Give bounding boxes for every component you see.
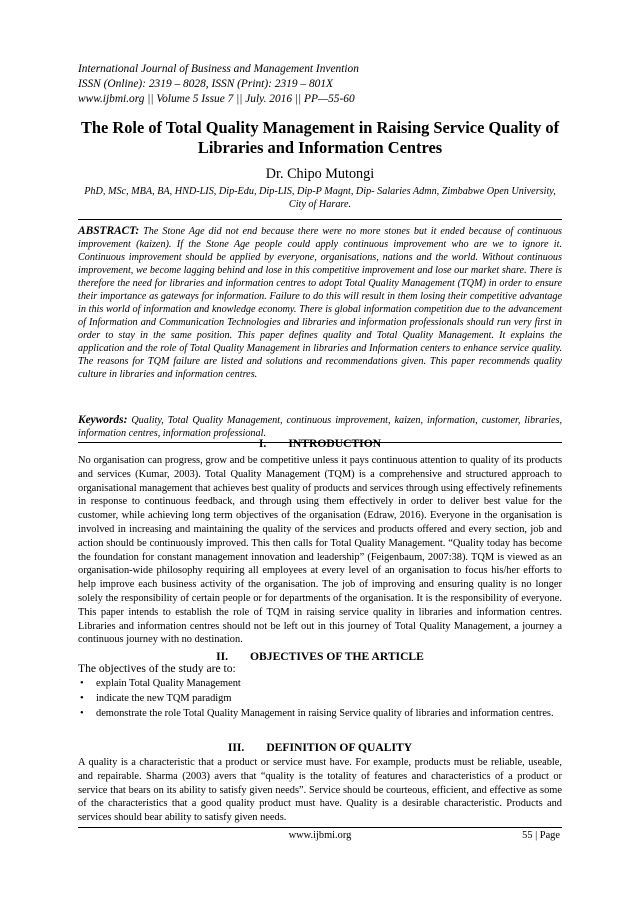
keywords-text: Quality, Total Quality Management, continuous improvement, kaizen, information, customer, libraries, information centres, information professional.: [78, 415, 562, 439]
journal-citation: www.ijbmi.org || Volume 5 Issue 7 || July. 2016 || PP—55-60: [78, 93, 355, 105]
list-item: [78, 707, 562, 721]
author-affiliation: PhD, MSc, MBA, BA, HND-LIS, Dip-Edu, Dip-LIS, Dip-P Magnt, Dip- Salaries Admn, Zimbabwe Open University, City of Harare.: [84, 186, 556, 210]
section-heading-definition: [78, 741, 562, 755]
journal-name: International Journal of Business and Management Invention: [78, 63, 359, 75]
page-number: 55 | Page: [522, 830, 560, 841]
introduction-paragraph: No organisation can progress, grow and be competitive unless it pays continuous attention to quality of its products and services (Kumar, 2003). Total Quality Management (TQM) is a comprehensive and structured approach to organisational management that achieves best quality of products and services through using effectively refinements in response to continuous feedback, and through using them effectively in order to deliver best value for the customer, while achieving long term objectives of the organisation (Edraw, 2016). Everyone in the organisation is involved in increasing and maintaining the quality of the services and products offered and every section, job and action should be continuously improved. This then calls for Total Quality Management. “Quality today has become the foundation for constant management innovation and leadership” (Feigenbaum, 2007:38). TQM is viewed as an organisation-wide philosophy requiring all employees at every level of an organisation to focus his/her efforts to help improve each business activity of the organisation. The job of improving and ensuring quality is no longer solely the responsibility of certain people or for departments of the organisation. It is the responsibility of everyone. This paper intends to establish the role of TQM in raising service quality in libraries and information centres. Libraries and information centres should not be left out in this journey of Total Quality Management, a journey a continuous journey with no destination.: [78, 455, 562, 646]
footer-rule: [78, 827, 562, 828]
abstract-top-rule: [78, 219, 562, 220]
bullet-icon: •: [80, 678, 84, 689]
objectives-list: [78, 677, 562, 722]
abstract-label: ABSTRACT:: [78, 225, 140, 237]
list-item: [78, 692, 562, 706]
bullet-icon: •: [80, 708, 84, 719]
section-heading-introduction: [78, 437, 562, 451]
footer-url: www.ijbmi.org: [288, 830, 352, 841]
author-name: Dr. Chipo Mutongi: [265, 166, 375, 182]
keywords-label: Keywords:: [78, 414, 128, 426]
section-number: II.: [216, 650, 229, 663]
abstract: [78, 225, 562, 381]
definition-paragraph: A quality is a characteristic that a product or service must have. For example, products must be reliable, useable, and repairable. Sharma (2003) avers that “quality is the totality of features and characteristics of a product or service that bears on its ability to satisfy given needs”. Service should be courteous, efficient, and effective as some of the characteristics that a good quality product must have. Quality is a desirable characteristic. Products and services should bear ability to satisfy given needs.: [78, 757, 562, 824]
list-item-text: demonstrate the role Total Quality Management in raising Service quality of libraries and information centres.: [96, 708, 554, 719]
abstract-text: The Stone Age did not end because there were no more stones but it ended because of continuous improvement (kaizen). If the Stone Age people could apply continuous improvement who are we to ignore it. Continuous improvement should be applied by everyone, organisations, nations and the world. Without continuous improvement, we become lagging behind and lose in this competitive improvement and lose our market share. There is therefore the need for libraries and information centres to adopt Total Quality Management (TQM) in order to ensure their importance as gateways for information. Failure to do this will result in them losing their competitive advantage in this world of information and knowledge economy. There is global information competition due to the advancement of Information and Communication Technologies and libraries and information professionals should run very first in order to stay in the same position. This paper defines quality and Total Quality Management. It explains the application and the role of Total Quality Management in libraries and Information centers to enhance service quality. The reasons for TQM failure are listed and solutions and recommendations given. This paper recommends quality culture in libraries and information centres.: [78, 226, 563, 380]
section-title: DEFINITION OF QUALITY: [266, 741, 413, 754]
section-number: I.: [258, 437, 267, 450]
bullet-icon: •: [80, 693, 84, 704]
journal-header: [78, 62, 578, 107]
list-item-text: indicate the new TQM paradigm: [96, 693, 232, 704]
list-item: [78, 677, 562, 691]
paper-title: The Role of Total Quality Management in Raising Service Quality of Libraries and Information Centres: [80, 118, 560, 157]
section-number: III.: [227, 741, 245, 754]
section-title: OBJECTIVES OF THE ARTICLE: [250, 650, 424, 663]
section-title: INTRODUCTION: [288, 437, 382, 450]
journal-issn: ISSN (Online): 2319 – 8028, ISSN (Print): 2319 – 801X: [78, 78, 333, 90]
list-item-text: explain Total Quality Management: [96, 678, 241, 689]
objectives-lead: The objectives of the study are to:: [78, 662, 236, 675]
